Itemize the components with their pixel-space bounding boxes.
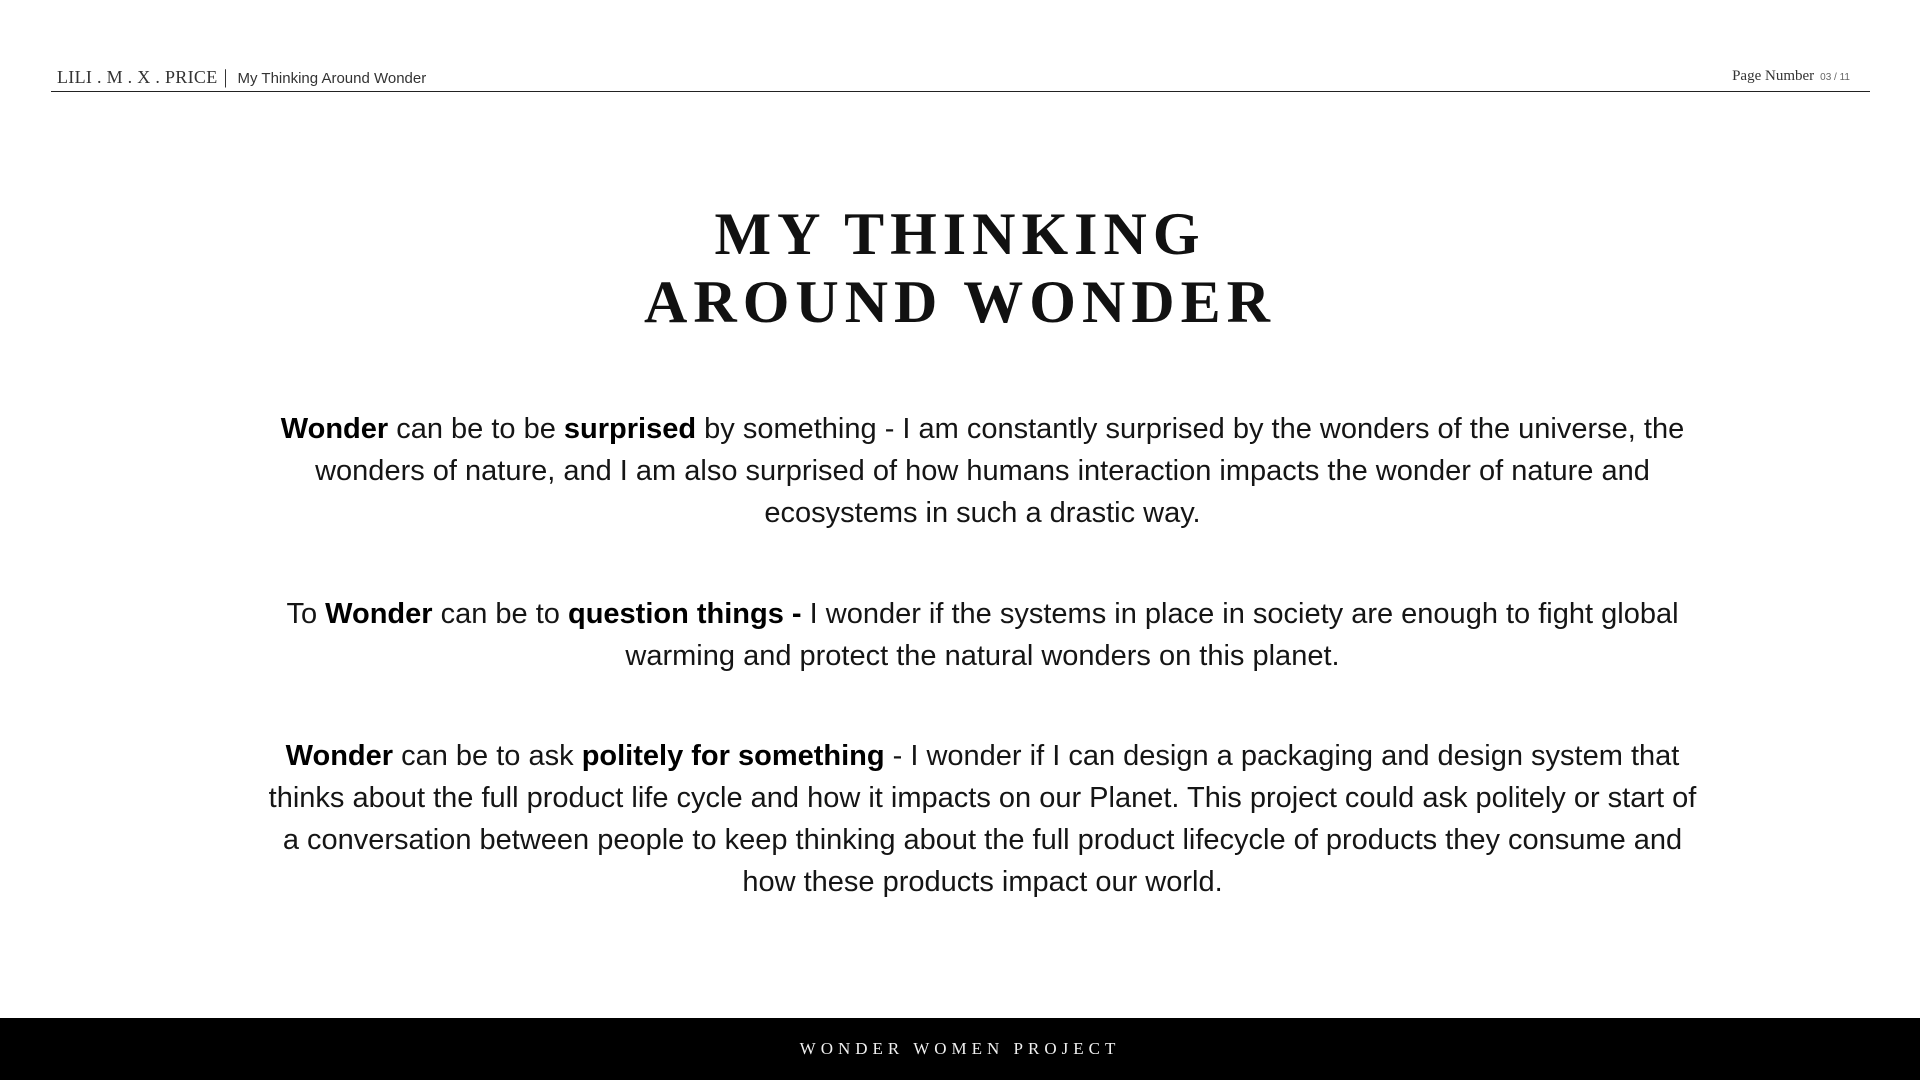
title-line-1: MY THINKING xyxy=(714,201,1206,267)
p2-text-1: can be to xyxy=(432,598,568,630)
header-left xyxy=(57,66,426,89)
p3-bold-1: Wonder xyxy=(285,740,394,772)
page-number: 03 / 11 xyxy=(1820,72,1850,83)
p2-text-0: To xyxy=(286,598,326,630)
author-name: LILI . M . X . PRICE xyxy=(57,67,218,87)
page-footer xyxy=(0,1018,1920,1080)
page-header xyxy=(51,66,1870,92)
paragraph-politely xyxy=(260,735,1705,903)
p2-bold-2: question things - xyxy=(567,598,802,630)
section-title: My Thinking Around Wonder xyxy=(237,70,427,87)
p3-bold-2: politely for something xyxy=(581,740,885,772)
page-number-label: Page Number xyxy=(1732,68,1815,84)
p2-text-2: I wonder if the systems in place in society are enough to fight global warming and protect the natural wonders on this planet. xyxy=(625,598,1679,672)
footer-text: WONDER WOMEN PROJECT xyxy=(799,1039,1121,1058)
header-right xyxy=(1732,68,1850,85)
p1-bold-1: Wonder xyxy=(280,413,389,445)
p3-text-1: can be to ask xyxy=(393,740,582,772)
title-line-2: AROUND WONDER xyxy=(644,269,1276,335)
p1-text-2: by something - I am constantly surprised by the wonders of the universe, the wonders of nature, and I am also surprised of how humans interaction impacts the wonder of nature and ecosystems in such a drastic way. xyxy=(315,413,1685,529)
header-separator: | xyxy=(223,66,228,88)
p1-bold-2: surprised xyxy=(563,413,697,445)
p1-text-1: can be to be xyxy=(388,413,564,445)
paragraph-question xyxy=(260,593,1705,677)
p3-text-2: - I wonder if I can design a packaging and design system that thinks about the full product life cycle and how it impacts on our Planet. This project could ask politely or start of a conversation between people to keep thinking about the full product lifecycle of products they consume and how these products impact our world. xyxy=(268,740,1697,898)
p2-bold-1: Wonder xyxy=(325,598,433,630)
paragraph-surprised xyxy=(260,408,1705,534)
page-title xyxy=(0,200,1920,336)
